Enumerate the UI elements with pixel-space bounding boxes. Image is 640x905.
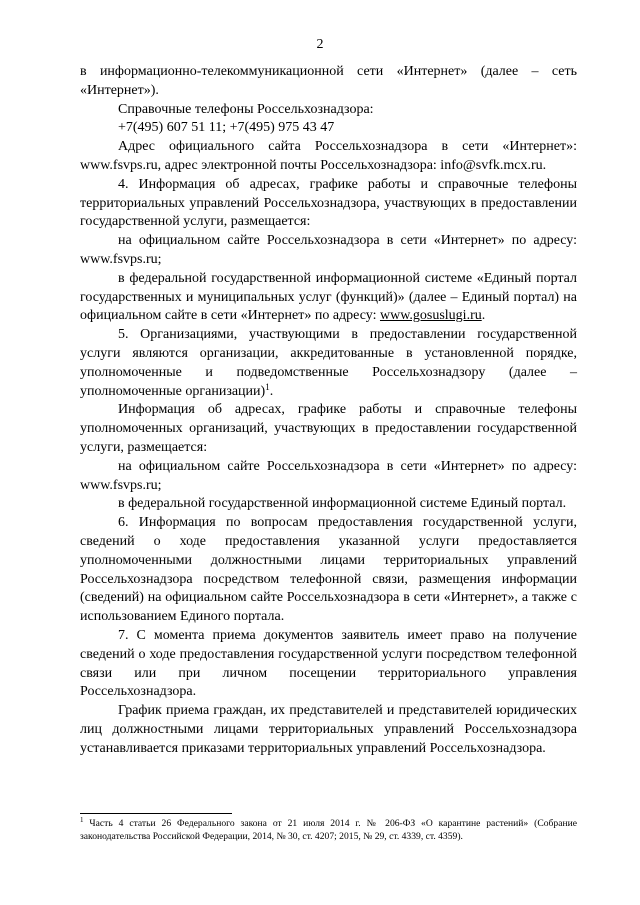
paragraph-item-4: 4. Информация об адресах, графике работы и справочные телефоны территориальных управлений Россельхознадзора, участвующих в предоставлении государственной услуги, размещается: — [80, 176, 577, 230]
footnote-text: Часть 4 статьи 26 Федерального закона от 21 июля 2014 г. № 206-ФЗ «О карантине растений» (Собрание законодательства Российской Федерации, 2014, № 30, ст. 4207; 2015, № 29, ст. 4339, ст. 4359). — [80, 818, 577, 842]
paragraph-item-6: 6. Информация по вопросам предоставления государственной услуги, сведений о ходе предоставления указанной услуги предоставляется уполномоченными должностными лицами территориальных управлений Россельхознадзора посредством телефонной связи, размещения информации (сведений) на официальном сайте Россельхознадзора в сети «Интернет», а также с использованием Единого портала. — [80, 515, 577, 625]
paragraph-organizations-info: Информация об адресах, графике работы и справочные телефоны уполномоченных организаций, участвующих в предоставлении государственной услуги, размещается: — [80, 402, 577, 455]
footnote — [80, 818, 577, 843]
paragraph-official-site: на официальном сайте Россельхознадзора в сети «Интернет» по адресу: www.fsvps.ru; — [80, 233, 577, 267]
page-number: 2 — [316, 37, 324, 52]
footnote-reference[interactable]: 1 — [265, 381, 270, 392]
item-5-text: 5. Организациями, участвующими в предоставлении государственной услуги являются организации, аккредитованные в установленной порядке, уполномоченные и подведомственные Россельхознадзору (далее – уполномоченные организации) — [80, 327, 577, 399]
paragraph-unified-portal-2: в федеральной государственной информационной системе Единый портал. — [118, 496, 567, 512]
unified-portal-end: . — [481, 308, 486, 324]
paragraph-official-site-2: на официальном сайте Россельхознадзора в сети «Интернет» по адресу: www.fsvps.ru; — [80, 458, 577, 493]
paragraph-phones-heading: Справочные телефоны Россельхознадзора: — [118, 101, 374, 117]
footnote-marker: 1 — [80, 816, 84, 824]
unified-portal-text: в федеральной государственной информационной системе «Единый портал государственных и муниципальных услуг (функций)» (далее – Единый портал) на официальном сайте в сети «Интернет» по адресу: — [80, 270, 577, 324]
item-5-end: . — [269, 383, 274, 399]
paragraph-phone-numbers: +7(495) 607 51 11; +7(495) 975 43 47 — [118, 120, 335, 136]
paragraph-reception-schedule: График приема граждан, их представителей и представителей юридических лиц должностными лицами территориальных управлений Россельхознадзора устанавливается приказами территориальных управлений Россельхознадзора. — [80, 703, 577, 756]
paragraph-continuation: в информационно-телекоммуникационной сети «Интернет» (далее – сеть «Интернет»). — [80, 64, 577, 98]
document-body — [80, 63, 577, 758]
gosuslugi-link[interactable]: www.gosuslugi.ru — [379, 308, 482, 324]
paragraph-unified-portal — [80, 270, 577, 326]
footnote-divider — [80, 813, 232, 814]
paragraph-website-email: Адрес официального сайта Россельхознадзора в сети «Интернет»: www.fsvps.ru, адрес электронной почты Россельхознадзора: info@svfk.mcx.ru. — [80, 139, 577, 173]
paragraph-item-7: 7. С момента приема документов заявитель имеет право на получение сведений о ходе предоставления государственной услуги посредством телефонной связи или при личном посещении территориального управления Россельхознадзора. — [80, 627, 577, 700]
paragraph-item-5 — [80, 326, 577, 401]
